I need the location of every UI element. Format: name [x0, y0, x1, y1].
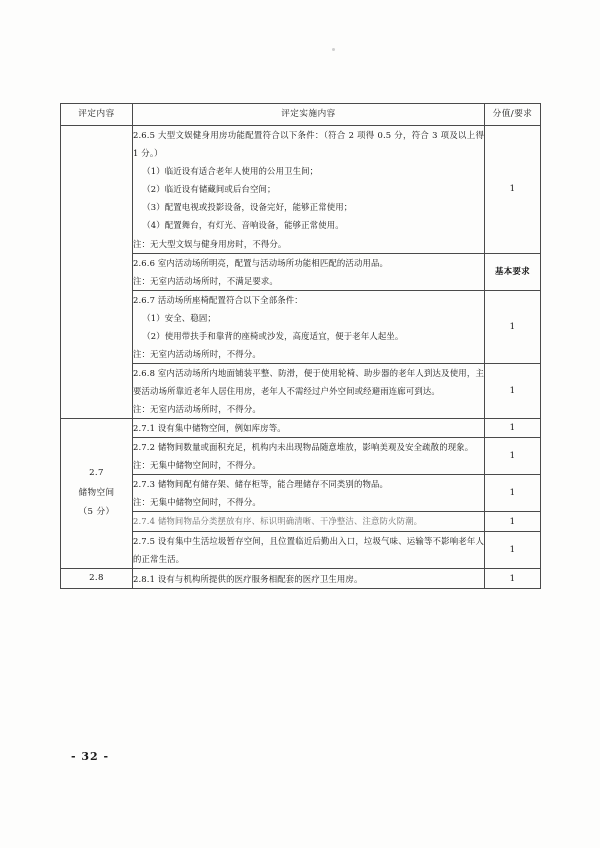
- table-row: [61, 126, 541, 253]
- row-content-273: [133, 475, 485, 512]
- table-row: [61, 363, 541, 418]
- assessment-table: [60, 103, 541, 589]
- row-line: 2.6.8 室内活动场所内地面铺装平整、防滑，便于使用轮椅、助步器的老年人到达及使用，主要活动场所靠近老年人居住用房，老年人不需经过户外空间或经避雨连廊可到达。: [133, 367, 484, 397]
- row-note: 注：无室内活动场所时，不得分。: [133, 348, 261, 359]
- table-header-row: [61, 104, 541, 126]
- row-line: （2）临近设有储藏间或后台空间；: [142, 184, 276, 195]
- page-number: - 32 -: [70, 750, 110, 763]
- row-content-267: [133, 290, 485, 363]
- row-line: 2.7.1 设有集中储物空间，例如库房等。: [133, 423, 286, 434]
- row-score-265: 1: [485, 126, 541, 253]
- row-score-281: 1: [485, 568, 541, 589]
- category-cell-storage: [61, 419, 133, 569]
- row-note: 注：无室内活动场所时，不得分。: [133, 404, 261, 415]
- row-line: （2）使用带扶手和靠背的座椅或沙发，高度适宜，便于老年人起坐。: [142, 330, 404, 341]
- row-content-272: [133, 438, 485, 475]
- table-row: [61, 531, 541, 568]
- row-line: （3）配置电视或投影设备，设备完好，能够正常使用；: [142, 202, 353, 213]
- category-cell-empty: [61, 126, 133, 419]
- row-content-268: [133, 363, 485, 418]
- category-cell-medical: [61, 568, 133, 589]
- scan-speck: [332, 48, 335, 51]
- row-note: 注：无大型文娱与健身用房时，不得分。: [133, 238, 287, 249]
- category-name: 储物空间: [78, 487, 115, 498]
- row-line: （1）临近设有适合老年人使用的公用卫生间；: [142, 166, 319, 177]
- category-number: 2.8: [89, 572, 104, 583]
- row-line: （4）配置舞台，有灯光、音响设备，能够正常使用。: [142, 220, 344, 231]
- category-number: 2.7: [89, 467, 104, 478]
- row-content-271: [133, 419, 485, 438]
- row-line: 2.7.5 设有集中生活垃圾暂存空间，且位置临近后勤出入口，垃圾气味、运输等不影响老年人的正常生活。: [133, 535, 484, 564]
- row-line: 2.8.1 设有与机构所提供的医疗服务相配套的医疗卫生用房。: [133, 573, 363, 584]
- table-row: [61, 438, 541, 475]
- row-score-275: 1: [485, 531, 541, 568]
- table-row: [61, 419, 541, 438]
- row-content-281: [133, 568, 485, 589]
- row-note: 注：无集中储物空间时，不得分。: [133, 497, 261, 508]
- header-content: 评定实施内容: [133, 104, 485, 126]
- row-content-266: [133, 253, 485, 290]
- row-score-273: 1: [485, 475, 541, 512]
- header-criteria: 评定内容: [61, 104, 133, 126]
- row-line: 2.7.3 储物间配有储存架、储存柜等，能合理储存不同类别的物品。: [133, 479, 389, 490]
- row-note: 注：无集中储物空间时，不得分。: [133, 460, 261, 471]
- row-content-265: [133, 126, 485, 253]
- category-points: （5 分）: [78, 507, 115, 518]
- row-line: 2.7.2 储物间数量或面积充足，机构内未出现物品随意堆放，影响美观及安全疏散的现象。: [133, 442, 474, 453]
- table-row: [61, 568, 541, 589]
- table-row: [61, 290, 541, 363]
- row-line: 2.7.4 储物间物品分类摆放有序、标识明确清晰、干净整洁、注意防火防潮。: [133, 516, 423, 527]
- row-note: 注：无室内活动场所时，不满足要求。: [133, 275, 278, 286]
- row-line: （1）安全、稳固；: [142, 312, 216, 323]
- row-line: 2.6.7 活动场所座椅配置符合以下全部条件：: [133, 294, 303, 305]
- row-content-274: [133, 512, 485, 531]
- table-row: [61, 253, 541, 290]
- row-score-266: 基本要求: [485, 253, 541, 290]
- row-score-268: 1: [485, 363, 541, 418]
- row-content-275: [133, 531, 485, 568]
- row-score-274: 1: [485, 512, 541, 531]
- row-score-272: 1: [485, 438, 541, 475]
- table-row: [61, 475, 541, 512]
- row-line: 2.6.6 室内活动场所明亮，配置与活动场所功能相匹配的活动用品。: [133, 257, 389, 268]
- row-line: 2.6.5 大型文娱健身用房功能配置符合以下条件：（符合 2 项得 0.5 分，符合 3 项及以上得 1 分。）: [133, 130, 484, 159]
- row-score-267: 1: [485, 290, 541, 363]
- table-row: [61, 512, 541, 531]
- header-score: 分值/要求: [485, 104, 541, 126]
- row-score-271: 1: [485, 419, 541, 438]
